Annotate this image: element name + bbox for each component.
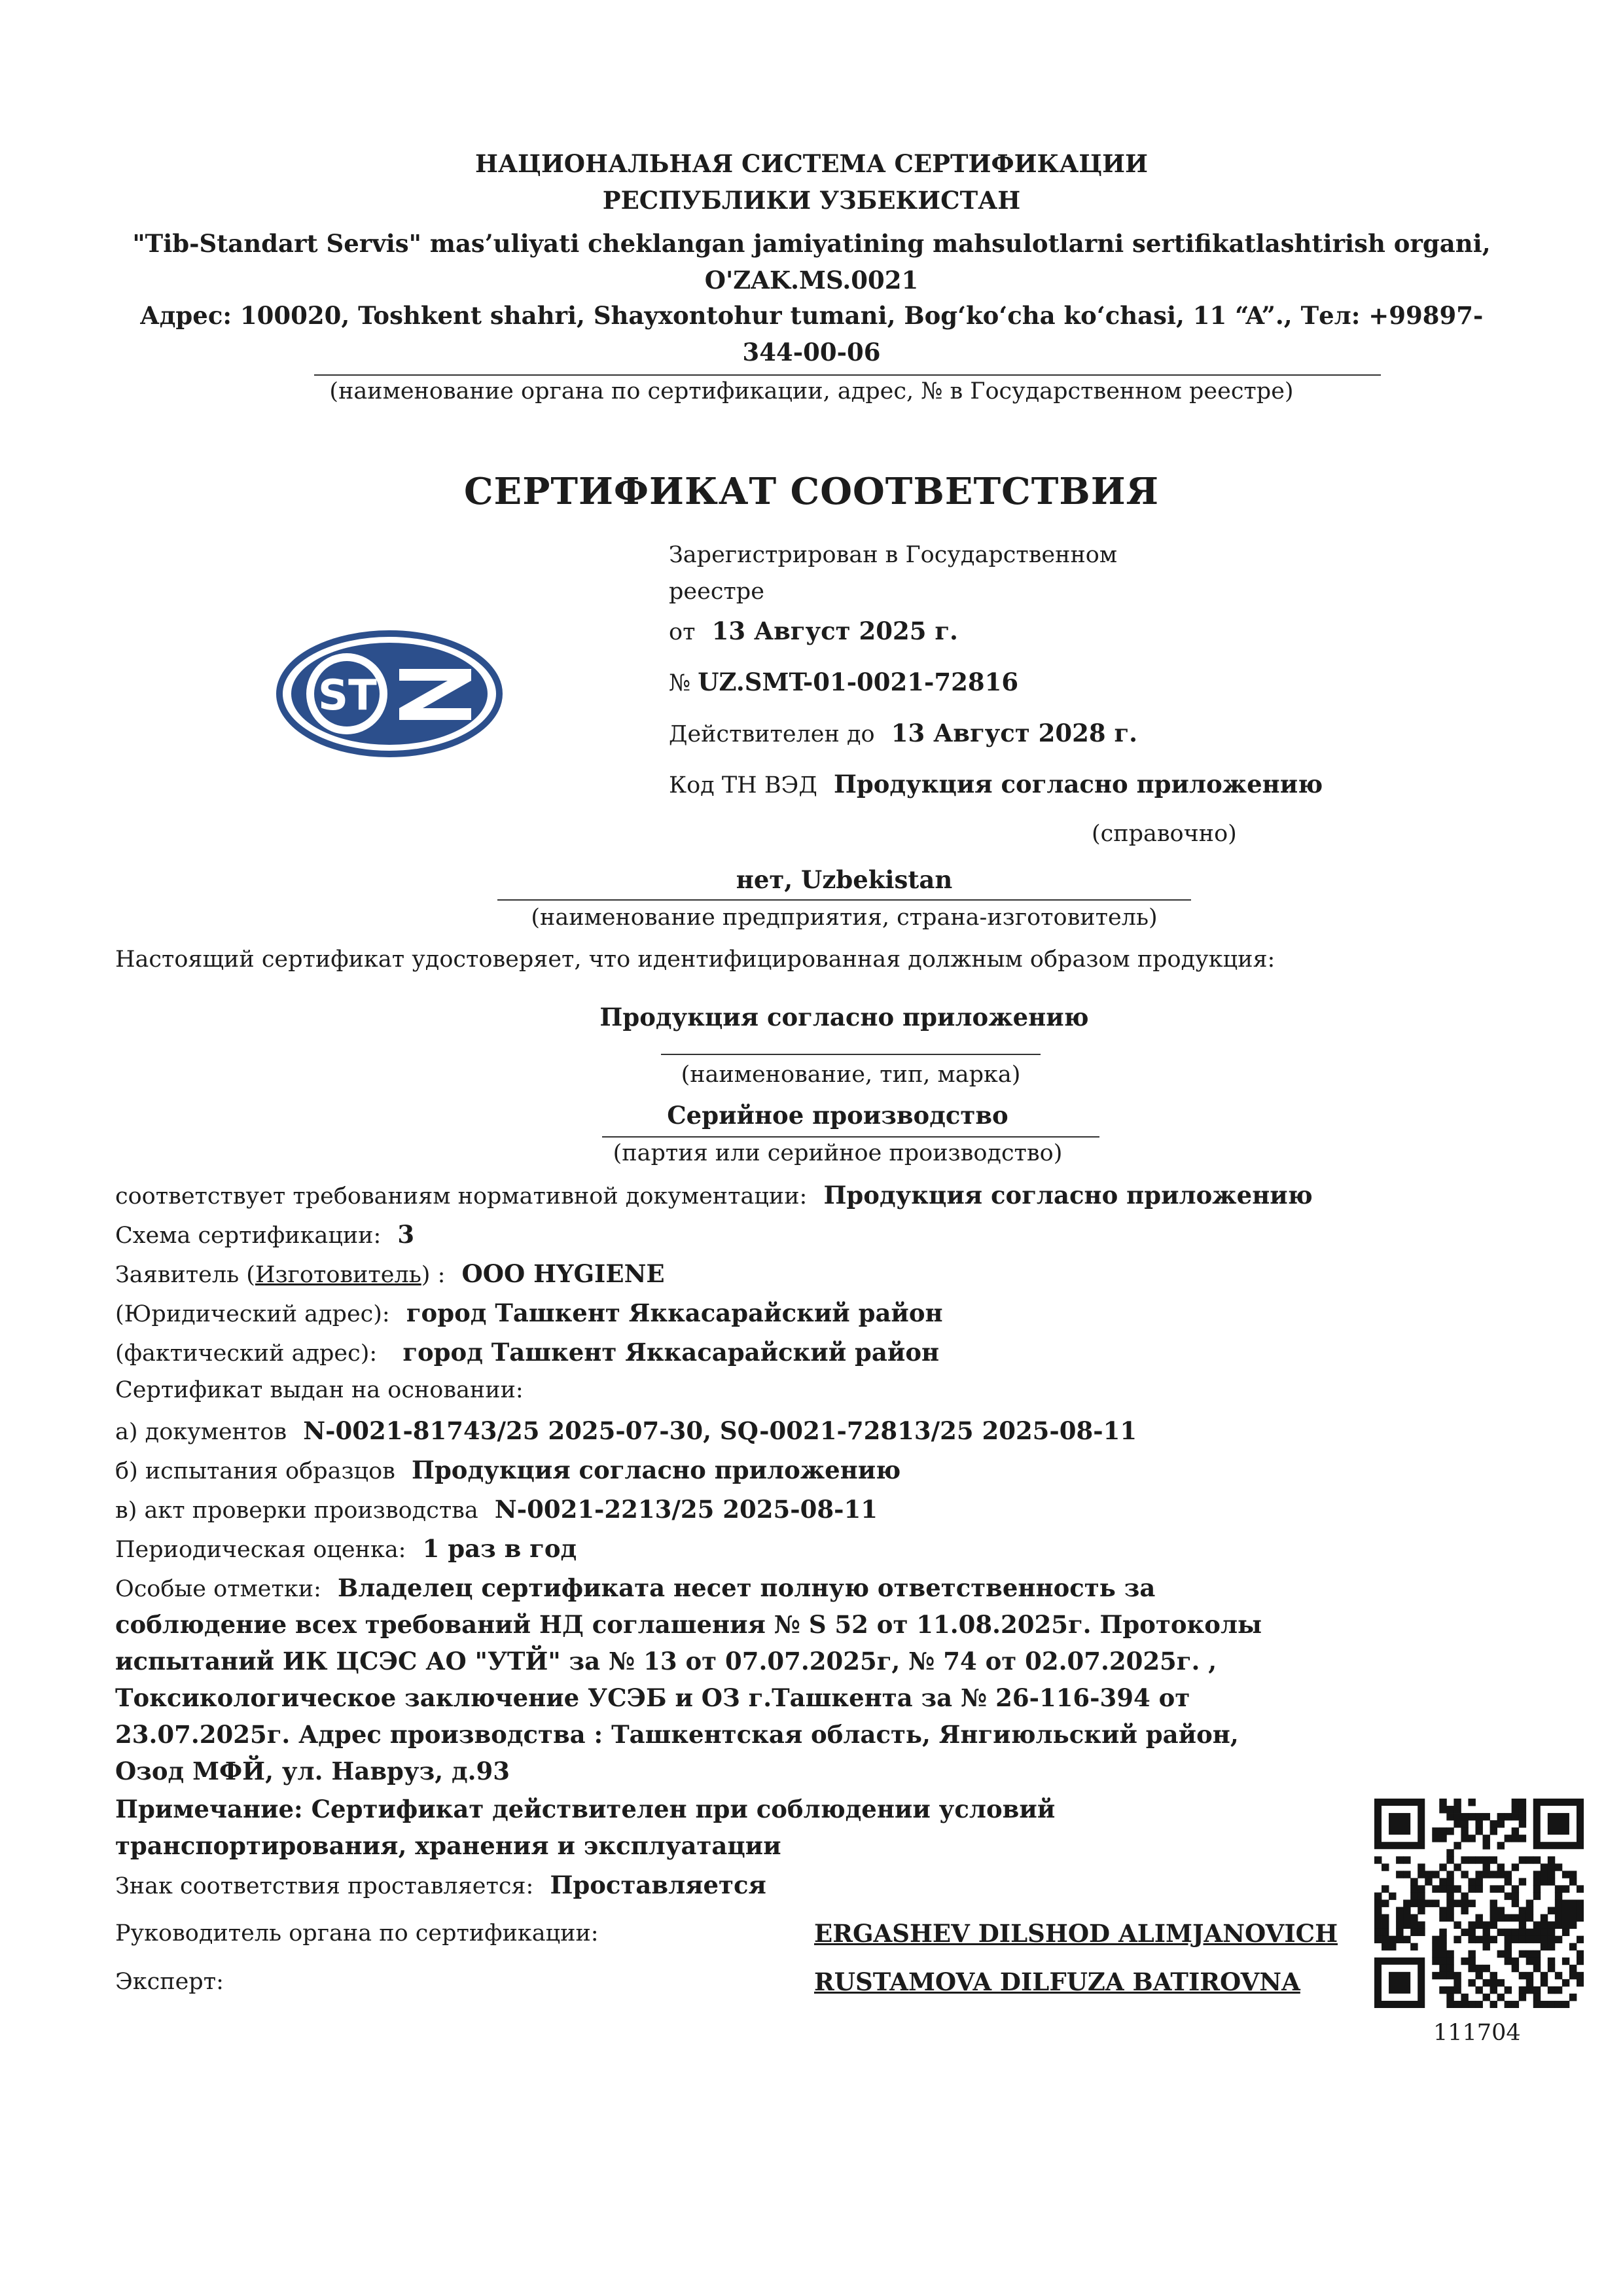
- audit-row: [115, 1495, 878, 1524]
- expert-label: Эксперт:: [115, 1969, 224, 1995]
- mark-value: Проставляется: [550, 1871, 766, 1899]
- product-value: Продукция согласно приложению: [599, 1003, 1089, 1031]
- applicant-label-2: Изготовитель: [255, 1262, 421, 1288]
- scheme-label: Схема сертификации:: [115, 1223, 382, 1249]
- complies-label: соответствует требованиям нормативной документации:: [115, 1183, 808, 1210]
- periodic-label: Периодическая оценка:: [115, 1537, 406, 1563]
- legal-address-row: [115, 1299, 943, 1327]
- registry-date-label: от: [669, 619, 696, 645]
- audit-value: N-0021-2213/25 2025-08-11: [494, 1495, 878, 1524]
- qr-code: [1374, 1799, 1584, 2008]
- applicant-label-3: ) :: [421, 1262, 446, 1288]
- actual-address-value: город Ташкент Яккасарайский район: [402, 1338, 940, 1367]
- applicant-label-1: Заявитель (: [115, 1262, 255, 1288]
- production-caption: (партия или серийное производство): [613, 1140, 1063, 1166]
- qr-serial: 111704: [1433, 2020, 1521, 2046]
- documents-label: а) документов: [115, 1419, 287, 1445]
- mark-label: Знак соответствия проставляется:: [115, 1873, 534, 1899]
- product-caption: (наименование, тип, марка): [681, 1062, 1021, 1088]
- registry-date: [669, 617, 958, 645]
- actual-address-row: [115, 1338, 939, 1367]
- system-title-line1: НАЦИОНАЛЬНАЯ СИСТЕМА СЕРТИФИКАЦИИ: [474, 149, 1149, 178]
- header-caption: (наименование органа по сертификации, адрес, № в Государственном реестре): [329, 378, 1294, 404]
- periodic-value: 1 раз в год: [422, 1534, 577, 1563]
- tests-row: [115, 1456, 901, 1484]
- periodic-row: [115, 1534, 577, 1563]
- special-line5: 23.07.2025г. Адрес производства : Ташкентская область, Янгиюльский район,: [115, 1720, 1239, 1749]
- valid-until-value: 13 Август 2028 г.: [891, 719, 1138, 747]
- org-name-line2: O'ZAK.MS.0021: [704, 266, 919, 295]
- tnved-label: Код ТН ВЭД: [669, 772, 817, 798]
- special-label: Особые отметки:: [115, 1576, 321, 1602]
- registry-number: [669, 668, 1018, 696]
- product-underline: [661, 1054, 1041, 1055]
- manufacturer-value: нет, Uzbekistan: [736, 865, 953, 894]
- tests-value: Продукция согласно приложению: [412, 1456, 901, 1484]
- note-line1: Примечание: Сертификат действителен при соблюдении условий: [115, 1795, 1056, 1823]
- registry-number-label: №: [669, 670, 691, 696]
- special-row: [115, 1573, 1155, 1602]
- valid-until: [669, 719, 1137, 747]
- registry-number-value: UZ.SMT-01-0021-72816: [698, 668, 1019, 696]
- intro-text: Настоящий сертификат удостоверяет, что идентифицированная должным образом продукция:: [115, 946, 1275, 973]
- note-block: [115, 1791, 1055, 1864]
- legal-address-label: (Юридический адрес):: [115, 1301, 390, 1327]
- production-underline: [602, 1136, 1099, 1138]
- applicant-row: [115, 1259, 665, 1288]
- system-title-line2: РЕСПУБЛИКИ УЗБЕКИСТАН: [602, 186, 1021, 215]
- scheme-row: [115, 1220, 414, 1249]
- mark-row: [115, 1871, 766, 1899]
- manufacturer-caption: (наименование предприятия, страна-изготовитель): [531, 905, 1158, 931]
- org-address-line1: Адрес: 100020, Toshkent shahri, Shayxontohur tumani, Bog‘ko‘cha ko‘chasi, 11 “A”., Тел: +99897-: [139, 301, 1484, 330]
- complies-value: Продукция согласно приложению: [823, 1181, 1313, 1210]
- scheme-value: 3: [397, 1220, 415, 1249]
- org-name-line1: "Tib-Standart Servis" mas’uliyati cheklangan jamiyatining mahsulotlarni sertifikatlashtirish organi,: [132, 229, 1491, 258]
- audit-label: в) акт проверки производства: [115, 1498, 478, 1524]
- special-line3: испытаний ИК ЦСЭС АО "УТЙ" за № 13 от 07.07.2025г, № 74 от 02.07.2025г. ,: [115, 1647, 1217, 1676]
- org-address-line2: 344-00-06: [742, 338, 881, 367]
- qr-code-icon: [1374, 1799, 1584, 2008]
- stz-logo: [275, 628, 504, 759]
- valid-until-label: Действителен до: [669, 721, 875, 747]
- tnved-value: Продукция согласно приложению: [833, 770, 1323, 798]
- special-line1: Владелец сертификата несет полную ответственность за: [338, 1573, 1156, 1602]
- registry-date-value: 13 Август 2025 г.: [711, 617, 958, 645]
- legal-address-value: город Ташкент Яккасарайский район: [406, 1299, 943, 1327]
- production-value: Серийное производство: [667, 1101, 1008, 1130]
- registered-label-2: реестре: [669, 579, 764, 605]
- documents-row: [115, 1416, 1137, 1445]
- stz-logo-icon: [275, 628, 504, 759]
- expert-value: RUSTAMOVA DILFUZA BATIROVNA: [814, 1967, 1300, 1996]
- tnved-note: (справочно): [1092, 821, 1237, 847]
- note-line2: транспортирования, хранения и эксплуатации: [115, 1831, 781, 1860]
- svg-text:ST: ST: [318, 672, 377, 720]
- registry-block: [669, 537, 1117, 610]
- head-value: ERGASHEV DILSHOD ALIMJANOVICH: [814, 1919, 1338, 1948]
- complies-row: [115, 1181, 1313, 1210]
- registered-label-1: Зарегистрирован в Государственном: [669, 542, 1118, 568]
- tests-label: б) испытания образцов: [115, 1458, 395, 1484]
- header-underline: [314, 374, 1381, 376]
- special-line4: Токсикологическое заключение УСЭБ и ОЗ г.Ташкента за № 26-116-394 от: [115, 1683, 1190, 1712]
- basis-row: [115, 1377, 524, 1403]
- actual-address-label: (фактический адрес):: [115, 1340, 378, 1367]
- manufacturer-underline: [497, 899, 1191, 901]
- special-continuation: [115, 1606, 1262, 1789]
- basis-label: Сертификат выдан на основании:: [115, 1377, 524, 1403]
- applicant-value: ООО HYGIENE: [461, 1259, 665, 1288]
- special-line2: соблюдение всех требований НД соглашения № S 52 от 11.08.2025г. Протоколы: [115, 1610, 1262, 1639]
- certificate-title: СЕРТИФИКАТ СООТВЕТСТВИЯ: [463, 470, 1160, 513]
- special-line6: Озод МФЙ, ул. Навруз, д.93: [115, 1757, 510, 1785]
- documents-value: N-0021-81743/25 2025-07-30, SQ-0021-72813/25 2025-08-11: [303, 1416, 1137, 1445]
- tnved-code: [669, 770, 1323, 798]
- head-label: Руководитель органа по сертификации:: [115, 1920, 599, 1946]
